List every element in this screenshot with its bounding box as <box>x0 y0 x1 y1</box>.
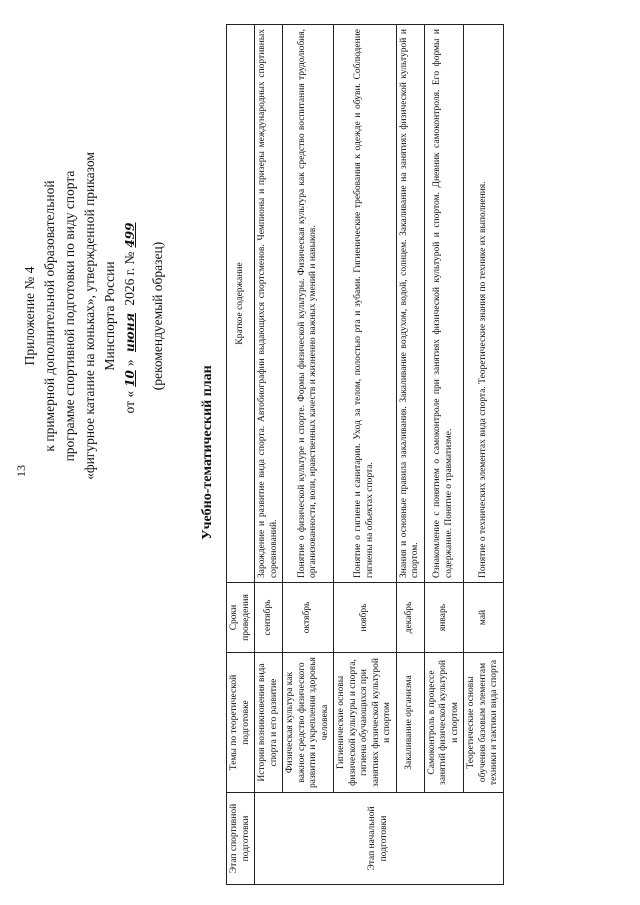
appendix-header <box>20 36 168 596</box>
header-stage: Этап спортивной подготовки <box>227 793 255 885</box>
date-mid: » <box>122 359 137 367</box>
date-year: 2026 г. № <box>122 251 137 306</box>
sample-note: (рекомендуемый образец) <box>150 241 165 391</box>
topic-cell: Гигиенические основы физической культуры и спорта, гигиена обучающихся при занятиях физической культурой и спортом <box>334 653 397 793</box>
topic-cell: Физическая культура как важное средство физического развития и укрепления здоровья человека <box>283 653 334 793</box>
appendix-line-2: к примерной дополнительной образовательной <box>42 180 57 452</box>
header-term: Сроки проведения <box>227 583 255 653</box>
term-cell: ноябрь <box>334 583 397 653</box>
header-topic: Темы по теоретической подготовке <box>227 653 255 793</box>
topic-cell: Закаливание организма <box>396 653 424 793</box>
order-date-line <box>120 36 140 596</box>
term-cell: сентябрь <box>255 583 283 653</box>
term-cell: май <box>464 583 504 653</box>
topic-cell: Теоретические основы обучения базовым элементам техники и тактики вида спорта <box>464 653 504 793</box>
appendix-line-3: программе спортивной подготовки по виду спорта <box>62 170 77 462</box>
appendix-number: Приложение № 4 <box>22 266 37 366</box>
table-row <box>396 25 424 885</box>
table-row <box>424 25 464 885</box>
term-cell: январь <box>424 583 464 653</box>
document-title: Учебно-тематический план <box>200 365 215 540</box>
header-content: Краткое содержание <box>227 25 255 583</box>
table-row <box>464 25 504 885</box>
page-number: 13 <box>14 465 28 477</box>
content-cell: Понятие о физической культуре и спорте. Формы физической культуры. Физическая культура как средство воспитания трудолюбия, организованности, воли, нравственных качеств и жизненно важных умений и навыков. <box>283 25 334 583</box>
appendix-line-5: Минспорта России <box>102 261 117 371</box>
stage-cell: Этап начальной подготовки <box>255 793 504 885</box>
content-cell: Зарождение и развитие вида спорта. Автобиографии выдающихся спортсменов. Чемпионы и призеры международных спортивных соревнований. <box>255 25 283 583</box>
content-cell: Понятие о технических элементах вида спорта. Теоретические знания по технике их выполнения. <box>464 25 504 583</box>
table-row <box>255 25 283 885</box>
term-cell: октябрь <box>283 583 334 653</box>
content-cell: Ознакомление с понятием о самоконтроле при занятиях физической культурой и спортом. Дневник самоконтроля. Его формы и содержание. Понятие о травматизме. <box>424 25 464 583</box>
date-month-handwritten: июня <box>123 313 137 353</box>
order-number-handwritten: 499 <box>123 222 137 248</box>
topic-cell: Самоконтроль в процессе занятий физической культурой и спортом <box>424 653 464 793</box>
table-row <box>283 25 334 885</box>
topic-cell: История возникновения вида спорта и его развитие <box>255 653 283 793</box>
content-cell: Знания и основные правила закаливания. Закаливание воздухом, водой, солнцем. Закаливание на занятиях физической культурой и спортом. <box>396 25 424 583</box>
term-cell: декабрь <box>396 583 424 653</box>
table-header-row <box>227 25 255 885</box>
date-prefix: от « <box>122 390 137 414</box>
appendix-line-4: «фигурное катание на коньках», утвержденной приказом <box>82 152 97 480</box>
content-cell: Понятие о гигиене и санитарии. Уход за телом, полостью рта и зубами. Гигиенические требования к одежде и обуви. Соблюдение гигиены на объектах спорта. <box>334 25 397 583</box>
table-row <box>334 25 397 885</box>
plan-table <box>226 24 504 885</box>
date-day-handwritten: 10 <box>123 370 137 387</box>
